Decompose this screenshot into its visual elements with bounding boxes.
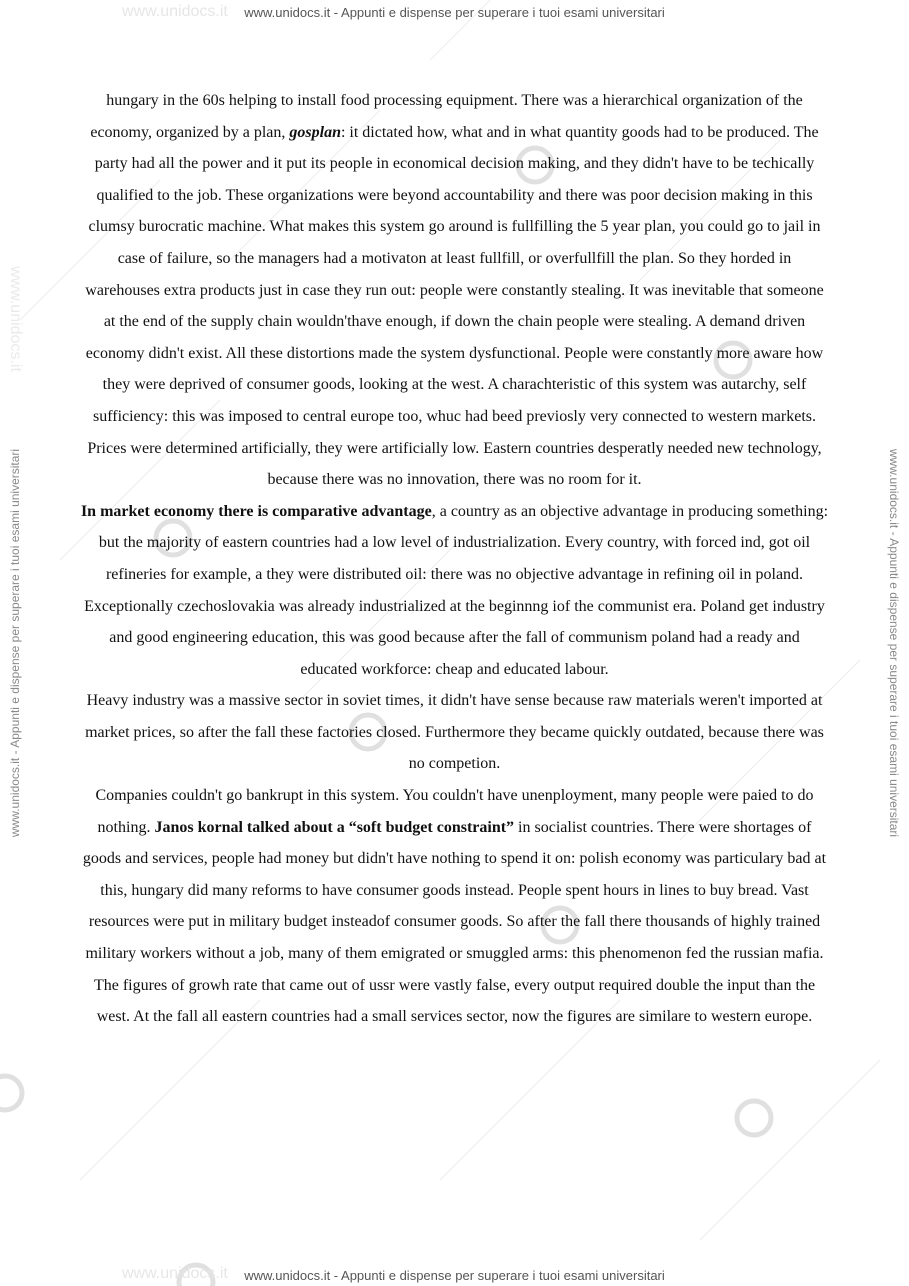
watermark-side-right: www.unidocs.it - Appunti e dispense per superare i tuoi esami universitari [887,448,901,838]
watermark-faint-fragment: www.unidocs.it [122,1265,228,1282]
term-gosplan: gosplan [289,123,341,141]
watermark-footer: www.unidocs.it - Appunti e dispense per superare i tuoi esami universitari [244,1268,665,1283]
paragraph: Heavy industry was a massive sector in soviet times, it didn't have sense because raw materials weren't imported at market prices, so after the fall these factories closed. Furthermore they became quickly outdated, because there was no competion. [85,692,824,773]
bold-phrase: In market economy there is comparative advantage [80,502,432,520]
paragraph: Companies couldn't go bankrupt in this system. You couldn't have unenployment, many people were paied to do nothing. Janos kornal talked about a “soft budget constraint” in socialist countries. There were shortages of goods and services, people had money but didn't have nothing to spend it on: polish economy was particulary bad at this, hungary did many reforms to have consumer goods instead. People spent hours in lines to buy bread. Vast resources were put in military budget insteadof consumer goods. So after the fall there thousands of highly trained military workers without a job, many of them emigrated or smuggled arms: this phenomenon fed the russian mafia. The figures of growh rate that came out of ussr were vastly false, every output required double the input than the west. At the fall all eastern countries had a small services sector, now the figures are similare to western europe. [82,787,827,1026]
watermark-faint-fragment: www.unidocs.it [122,3,228,20]
paragraph: hungary in the 60s helping to install food processing equipment. There was a hierarchical organization of the economy, organized by a plan, gosplan: it dictated how, what and in what quantity goods had to be produced. The party had all the power and it put its people in economical decision making, and they didn't have to be techically qualified to the job. These organizations were beyond accountability and there was poor decision making in this clumsy burocratic machine. What makes this system go around is fullfilling the 5 year plan, you could go to jail in case of failure, so the managers had a motivaton at least fullfill, or overfullfill the plan. So they horded in warehouses extra products just in case they run out: people were constantly stealing. It was inevitable that someone at the end of the supply chain wouldn'thave enough, if down the chain people were stealing. A demand driven economy didn't exist. All these distortions made the system dysfunctional. People were constantly more aware how they were deprived of consumer goods, looking at the west. A charachteristic of this system was autarchy, self sufficiency: this was imposed to central europe too, whuc had beed previosly very connected to western markets. Prices were determined artificially, they were artificially low. Eastern countries desperatly needed new technology, because there was no innovation, there was no room for it. [85,92,824,489]
bold-phrase: Janos kornal talked about a “soft budget constraint” [154,818,515,836]
document-body [80,85,829,1033]
watermark-side-left: www.unidocs.it - Appunti e dispense per superare i tuoi esami universitari [8,448,22,838]
watermark-faint-fragment: www.unidocs.it [7,266,24,372]
paragraph: In market economy there is comparative advantage, a country as an objective advantage in producing something: but the majority of eastern countries had a low level of industrialization. Every country, with forced ind, got oil refineries for example, a they were distributed oil: there was no objective advantage in refining oil in poland. Exceptionally czechoslovakia was already industrialized at the beginnng iof the communist era. Poland get industry and good engineering education, this was good because after the fall of communism poland had a ready and educated workforce: cheap and educated labour. [80,502,829,678]
watermark-header: www.unidocs.it - Appunti e dispense per superare i tuoi esami universitari [244,5,665,20]
